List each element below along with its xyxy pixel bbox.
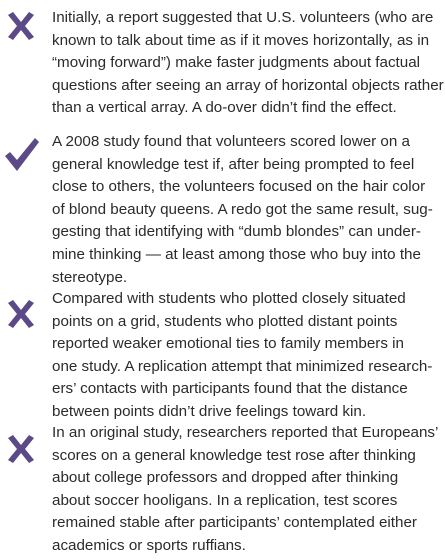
finding-text: In an original study, researchers reported that Europeans’ scores on a general knowledge test rose after thinking about college professors and dropped after thinking about soccer hooligans. In a replication, test scores remained stable after participants’ contemplated either academics or sports ruffians. (52, 424, 439, 554)
x-mark-icon (2, 7, 40, 45)
x-mark-icon (2, 295, 40, 333)
finding-text: Compared with students who plotted closely situated points on a grid, students who plotted distant points reported weaker emotional ties to family members in one study. A replication attempt that minimized research- ers’ contacts with participants found that the distance between points didn’t drive feelings toward kin. (52, 290, 433, 420)
check-mark-icon (2, 135, 40, 173)
finding-text: A 2008 study found that volunteers scored lower on a general knowledge test if, after being prompted to feel close to others, the volunteers focused on the hair color of blond beauty queens. A redo got the same result, sug- gesting that identifying with “dumb blondes” can under- mine thinking — at least among those who buy into the stereotype. (52, 133, 433, 286)
x-mark-icon (2, 430, 40, 468)
finding-text: Initially, a report suggested that U.S. volunteers (who are known to talk about time as if it moves horizontally, as in “moving forward”) make faster judgments about factual questions after seeing an array of horizontal objects rather than a vertical array. A do-over didn’t find the effect. (52, 9, 444, 117)
